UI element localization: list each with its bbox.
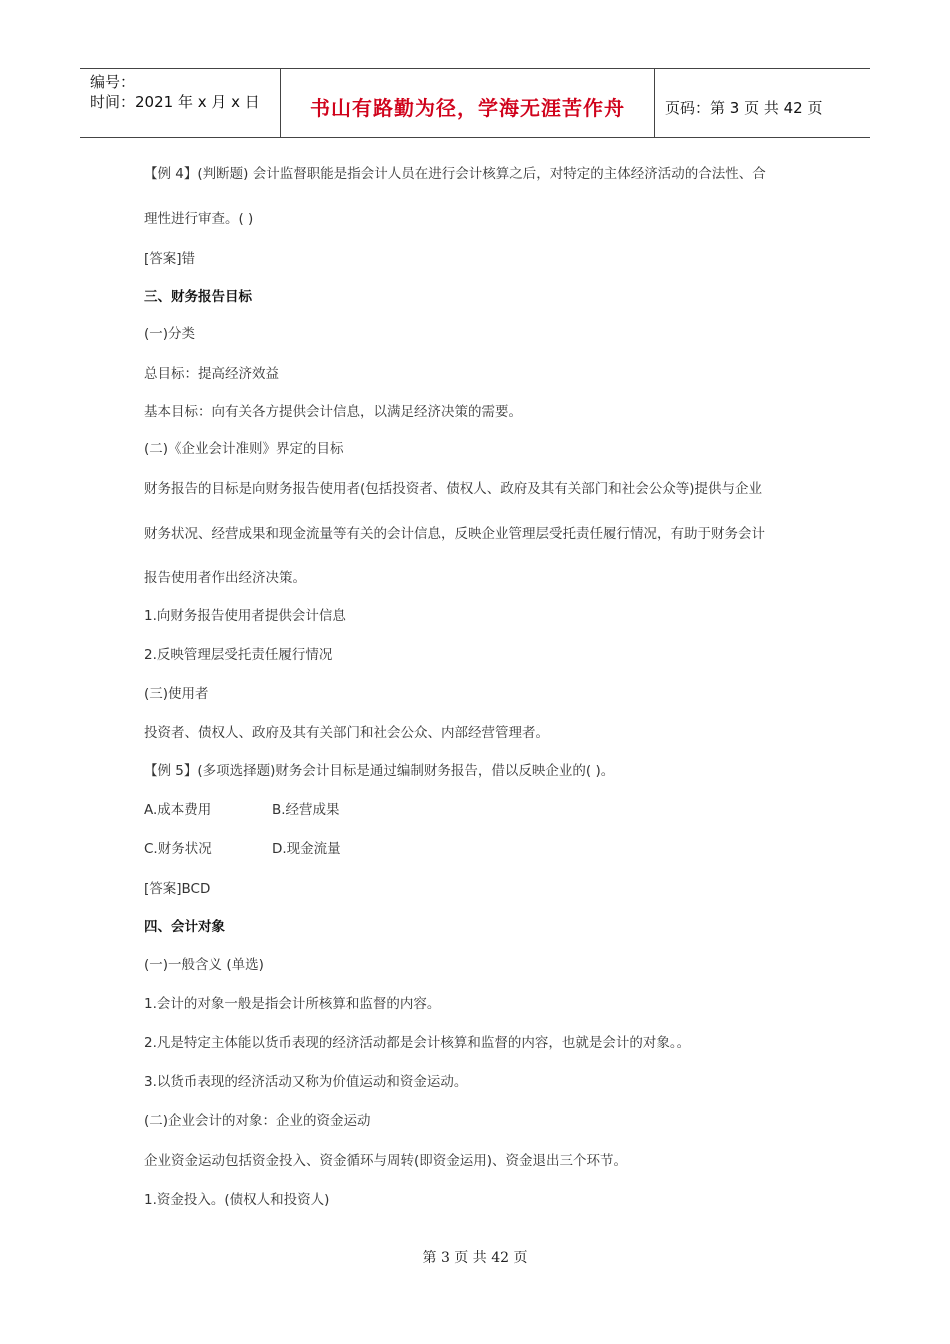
section4-sub2: (二)企业会计的对象：企业的资金运动	[144, 1113, 371, 1129]
option-c: C.财务状况	[144, 841, 212, 857]
page-footer: 第 3 页 共 42 页	[422, 1250, 528, 1266]
header-meta	[80, 69, 281, 137]
section3-paragraph-end: 报告使用者作出经济决策。	[144, 570, 306, 586]
example5-options-row1	[144, 798, 340, 818]
page-info: 页码：第 3 页 共 42 页	[665, 98, 823, 117]
section4-item3: 3.以货币表现的经济活动又称为价值运动和资金运动。	[144, 1074, 468, 1090]
section3-sub1: (一)分类	[144, 326, 196, 342]
section4-paragraph: 企业资金运动包括资金投入、资金循环与周转(即资金运用)、资金退出三个环节。	[144, 1153, 628, 1169]
example5-options-row2	[144, 837, 341, 857]
section4-item1: 1.会计的对象一般是指会计所核算和监督的内容。	[144, 996, 441, 1012]
section4-sub1: (一)一般含义 (单选)	[144, 957, 264, 973]
header-motto-cell	[281, 69, 655, 137]
example4-question-cont: 理性进行审查。( )	[144, 211, 254, 227]
option-b: B.经营成果	[272, 802, 340, 818]
section3-sub3: (三)使用者	[144, 686, 209, 702]
section3-users: 投资者、债权人、政府及其有关部门和社会公众、内部经营管理者。	[144, 725, 549, 741]
example4-answer: [答案]错	[144, 251, 196, 267]
example4-question: 【例 4】(判断题) 会计监督职能是指会计人员在进行会计核算之后，对特定的主体经济活动的合法性、合	[144, 166, 766, 182]
page-header	[80, 68, 870, 138]
time-label: 时间：2021 年 x 月 x 日	[90, 93, 260, 111]
option-d: D.现金流量	[272, 841, 341, 857]
section3-item1: 1.向财务报告使用者提供会计信息	[144, 608, 346, 624]
header-page-cell	[655, 69, 870, 137]
option-a: A.成本费用	[144, 802, 212, 818]
section3-total-goal: 总目标：提高经济效益	[144, 366, 279, 382]
section3-sub2: (二)《企业会计准则》界定的目标	[144, 441, 344, 457]
motto: 书山有路勤为径，学海无涯苦作舟	[310, 95, 625, 120]
section4-heading: 四、会计对象	[144, 919, 225, 935]
section4-stage1: 1.资金投入。(债权人和投资人)	[144, 1192, 330, 1208]
section3-item2: 2.反映管理层受托责任履行情况	[144, 647, 333, 663]
section3-heading: 三、财务报告目标	[144, 289, 252, 305]
example5-question: 【例 5】(多项选择题)财务会计目标是通过编制财务报告，借以反映企业的( )。	[144, 763, 615, 779]
section3-paragraph-cont: 财务状况、经营成果和现金流量等有关的会计信息，反映企业管理层受托责任履行情况，有助于财务会计	[144, 526, 765, 542]
section3-basic-goal: 基本目标：向有关各方提供会计信息，以满足经济决策的需要。	[144, 404, 522, 420]
section3-paragraph: 财务报告的目标是向财务报告使用者(包括投资者、债权人、政府及其有关部门和社会公众等)提供与企业	[144, 481, 763, 497]
example5-answer: [答案]BCD	[144, 881, 211, 897]
number-label: 编号：	[90, 73, 136, 91]
section4-item2: 2.凡是特定主体能以货币表现的经济活动都是会计核算和监督的内容，也就是会计的对象。。	[144, 1035, 691, 1051]
